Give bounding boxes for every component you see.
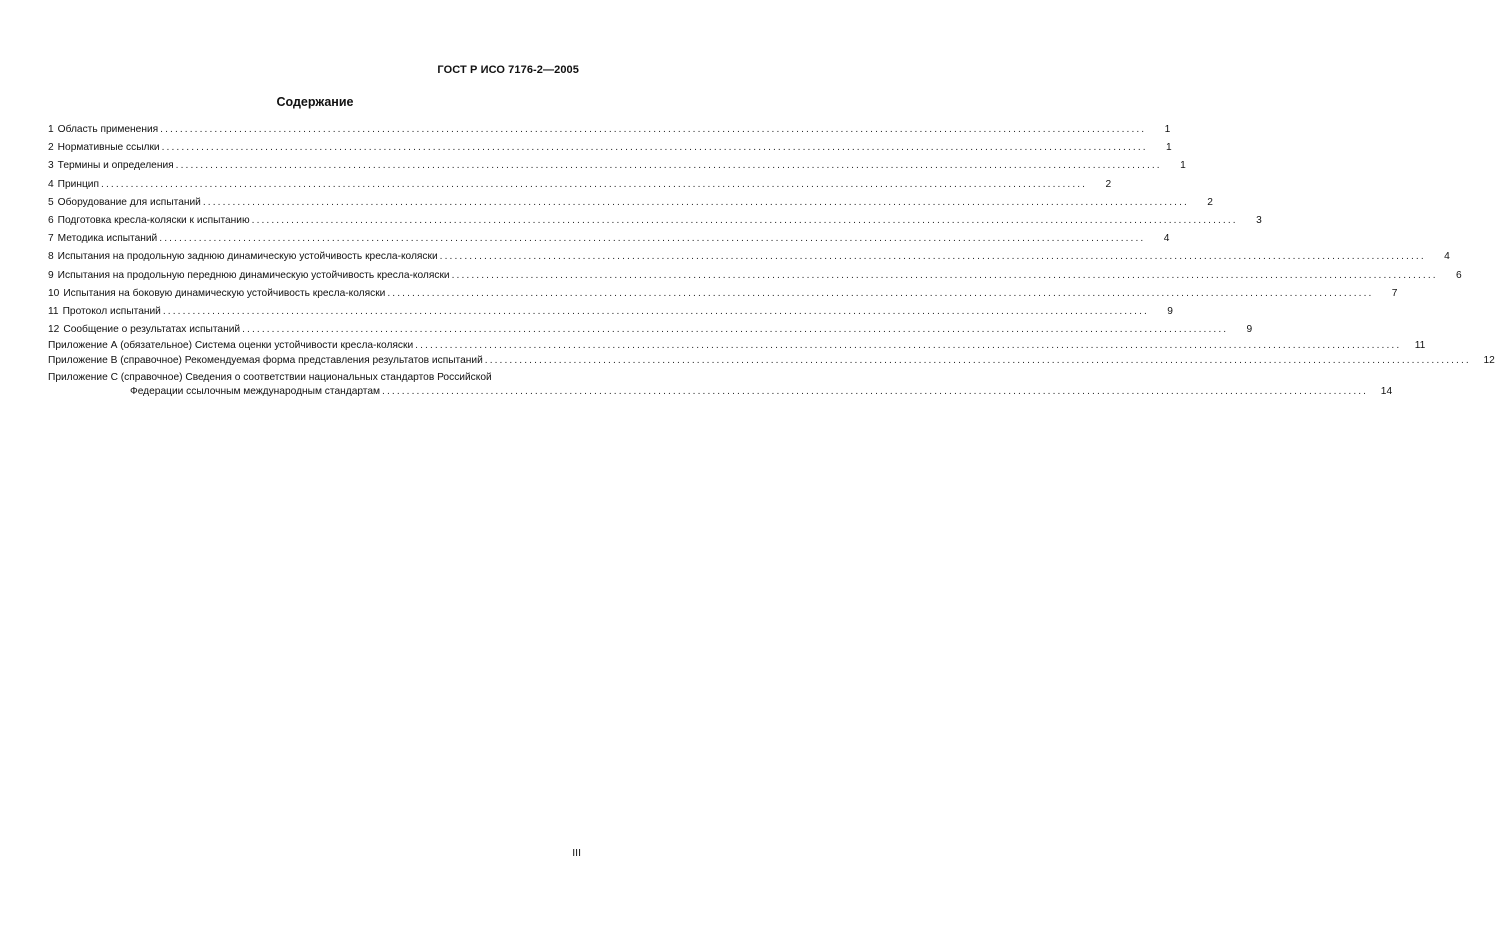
toc-entry-number: 12 — [48, 324, 60, 336]
dot-leader: ........................................................................................................................................................................................................ — [242, 324, 1229, 336]
dot-leader: ........................................................................................................................................................................................................ — [439, 251, 1426, 263]
dot-leader: ........................................................................................................................................................................................................ — [101, 178, 1088, 190]
toc-entry-page: 4 — [1163, 233, 1170, 245]
toc-appendix-c[interactable] — [48, 371, 576, 385]
table-of-contents — [48, 121, 1495, 399]
dot-leader: ........................................................................................................................................................................................................ — [387, 287, 1374, 299]
toc-entry-3[interactable] — [48, 157, 1186, 175]
toc-entry-10[interactable] — [48, 285, 1398, 303]
toc-entry-label: Принцип — [57, 178, 100, 190]
dot-leader: ........................................................................................................................................................................................................ — [451, 269, 1438, 281]
toc-appendix-page: 11 — [1414, 340, 1426, 352]
toc-entry-number: 6 — [48, 214, 54, 226]
toc-appendix-label: Приложение С (справочное) Сведения о соответствии национальных стандартов Российской — [48, 371, 492, 383]
toc-entry-5[interactable] — [48, 194, 1213, 212]
dot-leader: ........................................................................................................................................................................................................ — [415, 340, 1402, 352]
dot-leader: ........................................................................................................................................................................................................ — [202, 196, 1189, 208]
dot-leader: ........................................................................................................................................................................................................ — [251, 214, 1238, 226]
toc-entry-8[interactable] — [48, 248, 1450, 266]
toc-entry-6[interactable] — [48, 212, 1262, 230]
toc-entry-label: Испытания на боковую динамическую устойчивость кресла-коляски — [63, 287, 386, 299]
dot-leader: ........................................................................................................................................................................................................ — [382, 385, 1369, 397]
dot-leader: ........................................................................................................................................................................................................ — [175, 160, 1162, 172]
toc-appendix-page: 12 — [1483, 354, 1495, 366]
toc-appendix-c-continued[interactable] — [48, 385, 1393, 399]
dot-leader: ........................................................................................................................................................................................................ — [484, 354, 1471, 366]
toc-appendix-label-continued: Федерации ссылочным международным стандартам — [130, 385, 381, 397]
toc-entry-label: Методика испытаний — [57, 233, 158, 245]
toc-entry-12[interactable] — [48, 321, 1253, 339]
toc-entry-label: Термины и определения — [57, 160, 174, 172]
toc-entry-7[interactable] — [48, 230, 1170, 248]
toc-entry-number: 11 — [48, 305, 59, 317]
document-code-header: ГОСТ Р ИСО 7176-2—2005 — [437, 64, 579, 76]
page-title: Содержание — [276, 95, 354, 109]
toc-entry-label: Протокол испытаний — [62, 305, 161, 317]
toc-entry-label: Испытания на продольную переднюю динамическую устойчивость кресла-коляски — [57, 269, 450, 281]
dot-leader: ........................................................................................................................................................................................................ — [160, 124, 1147, 135]
dot-leader: ........................................................................................................................................................................................................ — [159, 233, 1146, 245]
page-number: III — [572, 847, 581, 859]
toc-entry-page: 9 — [1167, 305, 1173, 317]
toc-entry-page: 9 — [1246, 324, 1253, 336]
toc-entry-number: 2 — [48, 142, 54, 154]
toc-entry-number: 10 — [48, 287, 60, 299]
toc-entry-number: 1 — [48, 124, 54, 135]
toc-entry-page: 4 — [1444, 251, 1450, 263]
toc-entry-label: Оборудование для испытаний — [57, 196, 201, 208]
toc-entry-page: 3 — [1256, 214, 1262, 226]
toc-entry-label: Область применения — [57, 124, 159, 135]
toc-entry-page: 2 — [1105, 178, 1112, 190]
toc-appendix-a[interactable] — [48, 339, 1426, 354]
toc-appendix-page: 14 — [1380, 385, 1393, 397]
toc-entry-number: 3 — [48, 160, 54, 172]
toc-entry-number: 8 — [48, 251, 54, 263]
dot-leader: ........................................................................................................................................................................................................ — [161, 142, 1148, 154]
toc-entry-number: 4 — [48, 178, 54, 190]
toc-entry-1[interactable] — [48, 121, 1171, 139]
toc-entry-page: 6 — [1456, 269, 1462, 281]
toc-entry-label: Сообщение о результатах испытаний — [63, 324, 241, 336]
toc-entry-page: 1 — [1180, 160, 1186, 172]
toc-entry-2[interactable] — [48, 139, 1172, 157]
toc-entry-label: Нормативные ссылки — [57, 142, 160, 154]
toc-entry-label: Испытания на продольную заднюю динамическую устойчивость кресла-коляски — [57, 251, 438, 263]
toc-appendix-label: Приложение В (справочное) Рекомендуемая форма представления результатов испытаний — [48, 354, 483, 366]
toc-appendix-b[interactable] — [48, 354, 1495, 368]
toc-entry-number: 5 — [48, 196, 54, 208]
toc-entry-4[interactable] — [48, 176, 1112, 194]
toc-entry-page: 1 — [1166, 142, 1172, 154]
toc-entry-number: 9 — [48, 269, 54, 281]
toc-entry-label: Подготовка кресла-коляски к испытанию — [57, 214, 250, 226]
toc-entry-page: 2 — [1207, 196, 1213, 208]
dot-leader: ........................................................................................................................................................................................................ — [162, 305, 1149, 317]
toc-entry-page: 1 — [1164, 124, 1171, 135]
toc-entry-page: 7 — [1391, 287, 1398, 299]
toc-entry-11[interactable] — [48, 303, 1173, 321]
toc-entry-9[interactable] — [48, 267, 1462, 285]
toc-entry-number: 7 — [48, 233, 54, 245]
toc-appendix-label: Приложение А (обязательное) Система оценки устойчивости кресла-коляски — [48, 340, 414, 352]
